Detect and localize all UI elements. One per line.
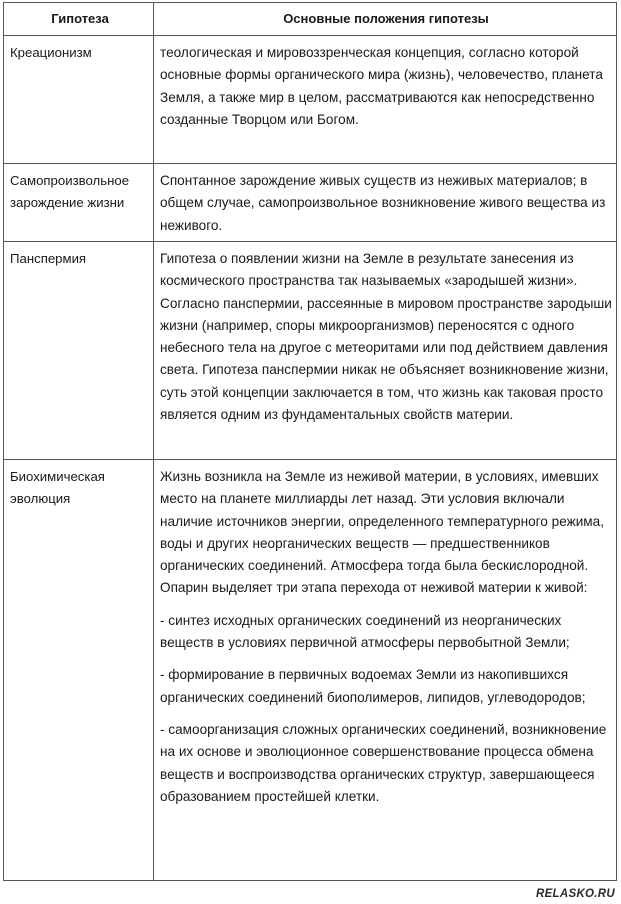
column-divider (153, 242, 154, 459)
hypothesis-name: Креационизм (10, 45, 92, 60)
hypothesis-name: Самопроизвольное зарождение жизни (10, 173, 130, 210)
table-header-row (4, 3, 616, 36)
column-divider (153, 460, 154, 880)
hypotheses-table (3, 2, 617, 881)
hypothesis-name: Панспермия (10, 251, 87, 266)
hypothesis-description: Спонтанное зарождение живых существ из неживых материалов; в общем случае, самопроизвольное возникновение живого вещества из неживого. (160, 173, 606, 233)
hypothesis-description (160, 466, 612, 808)
description-paragraph: Жизнь возникла на Земле из неживой материи, в условиях, имевших место на планете миллиарды лет назад. Эти условия включали наличие источников энергии, определенного температурного режима, воды и других неорганических веществ — предшественников органических соединений. Атмосфера тогда была бескислородной. Опарин выделяет три этапа перехода от неживой материи к живой: (160, 469, 604, 596)
table-row (4, 164, 616, 242)
column-divider (153, 3, 154, 35)
column-divider (153, 164, 154, 241)
watermark: RELASKO.RU (535, 888, 615, 900)
hypothesis-description: Гипотеза о появлении жизни на Земле в результате занесения из космического пространства так называемых «зародышей жизни». Согласно панспермии, рассеянные в мировом пространстве зародыши жизни (например, споры микроорганизмов) переносятся с одного небесного тела на другое с метеоритами или под действием давления света. Гипотеза панспермии никак не объясняет возникновение жизни, суть этой концепции заключается в том, что жизнь как таковая просто является одним из фундаментальных свойств материи. (160, 251, 612, 423)
table-row (4, 36, 616, 164)
hypothesis-description: теологическая и мировоззренческая концепция, согласно которой основные формы органического мира (жизнь), человечество, планета Земля, а также мир в целом, рассматриваются как непосредственно созданные Творцом или Богом. (160, 45, 603, 127)
description-paragraph: - формирование в первичных водоемах Земли из накопившихся органических соединений биополимеров, липидов, углеводородов; (160, 667, 586, 705)
description-paragraph: - синтез исходных органических соединений из неорганических веществ в условиях первичной атмосферы первобытной Земли; (160, 612, 570, 651)
table-row (4, 460, 616, 880)
table-row (4, 242, 616, 460)
description-paragraph: - самоорганизация сложных органических соединений, возникновение на их основе и эволюционное совершенствование процесса обмена веществ и воспроизводства органических структур, завершающееся образованием простейшей клетки. (160, 721, 607, 804)
header-main-provisions: Основные положения гипотезы (283, 11, 489, 26)
column-divider (153, 36, 154, 163)
hypothesis-name: Биохимическая эволюция (10, 469, 105, 506)
header-hypothesis: Гипотеза (51, 11, 109, 26)
